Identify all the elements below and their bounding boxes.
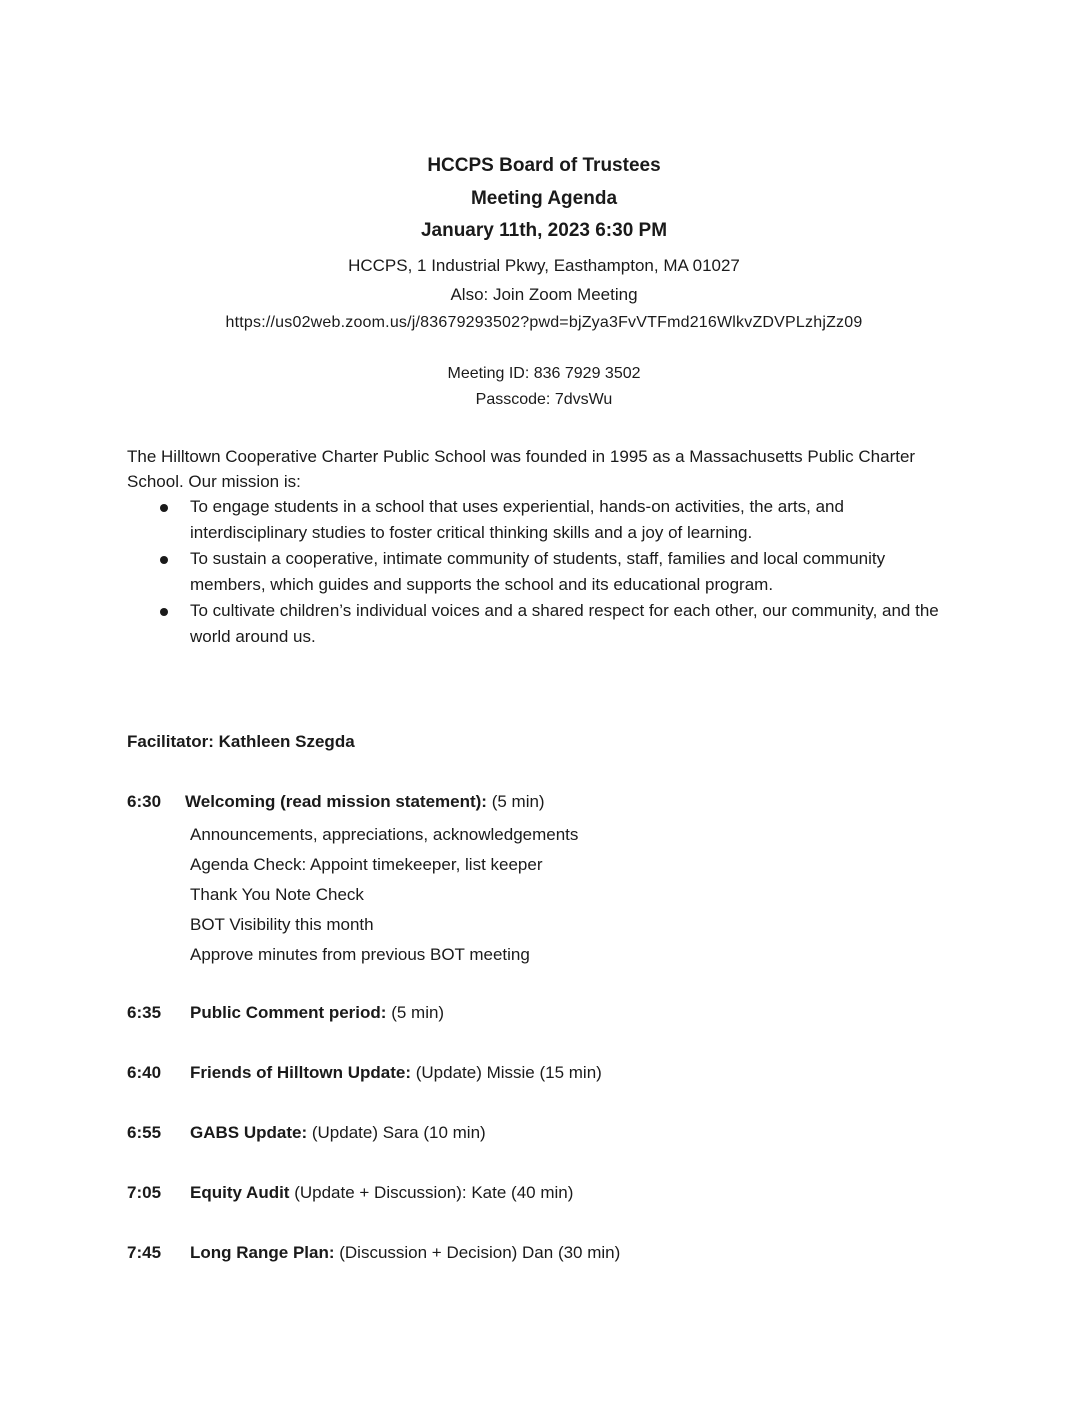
agenda-topic [190,1183,573,1203]
mission-item-text: To sustain a cooperative, intimate community of students, staff, families and local community members, which guides and supports the school and its educational program. [190,549,886,594]
bullet-icon [160,504,168,512]
mission-item-text: To cultivate children’s individual voices and a shared respect for each other, our community, and the world around us. [190,601,939,646]
agenda-topic [185,792,545,812]
bullet-icon [160,608,168,616]
meeting-address: HCCPS, 1 Industrial Pkwy, Easthampton, MA 01027 [348,256,740,275]
welcoming-item: Approve minutes from previous BOT meeting [190,945,530,964]
welcoming-item: BOT Visibility this month [190,915,374,934]
agenda-topic [190,1003,444,1023]
agenda-topic [190,1123,486,1143]
agenda-detail: (Discussion + Decision) Dan (30 min) [334,1243,621,1262]
agenda-detail: (Update) Sara (10 min) [307,1123,486,1142]
agenda-time: 6:35 [127,1003,162,1022]
agenda-title: Public Comment period: [190,1003,387,1022]
agenda-title: GABS Update: [190,1123,308,1142]
agenda-detail: (Update) Missie (15 min) [411,1063,602,1082]
facilitator: Facilitator: Kathleen Szegda [127,732,355,751]
agenda-title: Welcoming (read mission statement): [185,792,487,811]
agenda-detail: (5 min) [386,1003,445,1022]
welcoming-item: Announcements, appreciations, acknowledgements [190,825,579,844]
agenda-title: Long Range Plan: [190,1243,335,1262]
agenda-time: 6:40 [127,1063,162,1082]
agenda-title: Friends of Hilltown Update: [190,1063,411,1082]
agenda-time: 7:05 [127,1183,162,1202]
meeting-id: Meeting ID: 836 7929 3502 [447,365,641,382]
agenda-time: 7:45 [127,1243,162,1262]
welcoming-item: Agenda Check: Appoint timekeeper, list keeper [190,855,543,874]
mission-item [127,546,947,598]
agenda-time: 6:55 [127,1123,162,1142]
document-subtitle: Meeting Agenda [470,188,618,209]
intro-paragraph: The Hilltown Cooperative Charter Public School was founded in 1995 as a Massachusetts Public Charter School. Our mission is: [127,447,916,491]
agenda-topic [190,1063,602,1083]
bullet-icon [160,556,168,564]
welcoming-sublist [190,820,578,970]
meeting-date: January 11th, 2023 6:30 PM [420,220,668,241]
agenda-detail: (Update + Discussion): Kate (40 min) [289,1183,574,1202]
meeting-passcode: Passcode: 7dvsWu [475,391,613,408]
agenda-topic [190,1243,620,1263]
agenda-title: Equity Audit [190,1183,290,1202]
mission-item [127,494,947,546]
mission-item [127,598,947,650]
zoom-url: https://us02web.zoom.us/j/83679293502?pwd=bjZya3FvVTFmd216WlkvZDVPLzhjZz09 [225,314,863,331]
welcoming-item: Thank You Note Check [190,885,364,904]
agenda-detail: (5 min) [486,792,545,811]
document-title: HCCPS Board of Trustees [427,155,661,176]
mission-list [127,494,947,650]
mission-item-text: To engage students in a school that uses experiential, hands-on activities, the arts, and interdisciplinary studies to foster critical thinking skills and a joy of learning. [190,497,844,542]
zoom-label: Also: Join Zoom Meeting [450,285,638,304]
agenda-time: 6:30 [127,792,162,811]
